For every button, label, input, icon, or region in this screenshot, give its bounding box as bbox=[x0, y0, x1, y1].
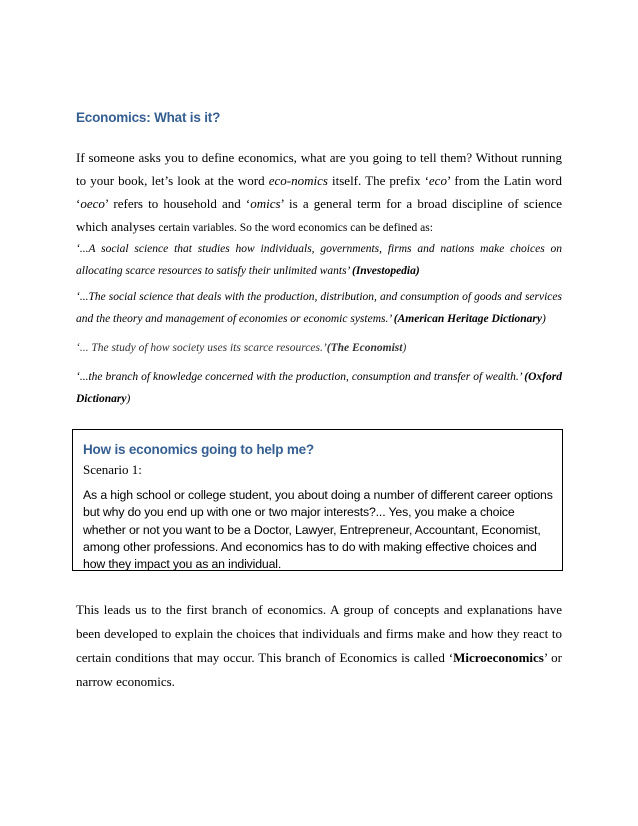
definition-quote-4 bbox=[76, 366, 562, 410]
intro-text: If someone asks you to define economics, what are you going to tell them? Without running to your book, let’s look at the word bbox=[76, 150, 562, 188]
outro-paragraph bbox=[76, 598, 562, 694]
intro-term-eco: eco bbox=[428, 173, 447, 188]
intro-paragraph bbox=[76, 146, 562, 240]
intro-term-omics: omics bbox=[250, 196, 281, 211]
intro-text: ’ is a general term for a broad discipline of science which analyses bbox=[76, 196, 562, 234]
definition-quote-1 bbox=[76, 238, 562, 282]
outro-term-microeconomics: Microeconomics bbox=[453, 650, 544, 665]
intro-text: ’ refers to household and ‘ bbox=[104, 196, 251, 211]
quote-source: (Oxford Dictionary bbox=[76, 371, 562, 405]
quote-text: ‘... The study of how society uses its scarce resources.’ bbox=[76, 342, 327, 354]
quote-tail: ) bbox=[542, 313, 546, 325]
definition-quote-2 bbox=[76, 286, 562, 330]
quote-text: ‘...The social science that deals with the production, distribution, and consumption of goods and services and the theory and management of economies or economic systems.’ bbox=[76, 291, 562, 325]
intro-term-oeco: oeco bbox=[80, 196, 105, 211]
intro-text: ’ from the Latin word ‘ bbox=[76, 173, 563, 211]
scenario-box bbox=[72, 429, 563, 571]
quote-text: ‘...the branch of knowledge concerned with the production, consumption and transfer of wealth.’ bbox=[76, 371, 525, 383]
quote-source: (American Heritage Dictionary bbox=[393, 313, 542, 325]
box-subheading: Scenario 1: bbox=[83, 462, 142, 477]
section-heading: Economics: What is it? bbox=[76, 110, 221, 125]
intro-text: itself. The prefix ‘ bbox=[327, 173, 429, 188]
quote-tail: ) bbox=[402, 342, 407, 354]
box-text: As a high school or college student, you about doing a number of different career options but why do you end up with one or two major interests?... Yes, you make a choice whether or not you want to be a Doctor, Lawyer, Entrepreneur, Accountant, Economist, among other professions. And economics has to do with making effective choices and how they impact you as an individual. bbox=[83, 488, 553, 572]
box-heading: How is economics going to help me? bbox=[83, 442, 314, 457]
quote-text: ‘...A social science that studies how individuals, governments, firms and nations make choices on allocating scarce resources to satisfy their unlimited wants’ bbox=[76, 243, 562, 277]
outro-text: This leads us to the first branch of economics. A group of concepts and explanations have been developed to explain the choices that individuals and firms make and how they react to certain conditions that may occur. This branch of Economics is called ‘ bbox=[76, 602, 562, 665]
quote-source: (Investopedia) bbox=[351, 265, 420, 277]
intro-text-small: certain variables. So the word economics can be defined as: bbox=[158, 222, 433, 234]
intro-term-economics: eco-nomics bbox=[268, 173, 328, 188]
quote-tail: ) bbox=[126, 393, 131, 405]
outro-text: ’ or narrow economics. bbox=[76, 650, 562, 689]
quote-source: (The Economist bbox=[326, 342, 403, 354]
definition-quote-3 bbox=[76, 337, 562, 359]
